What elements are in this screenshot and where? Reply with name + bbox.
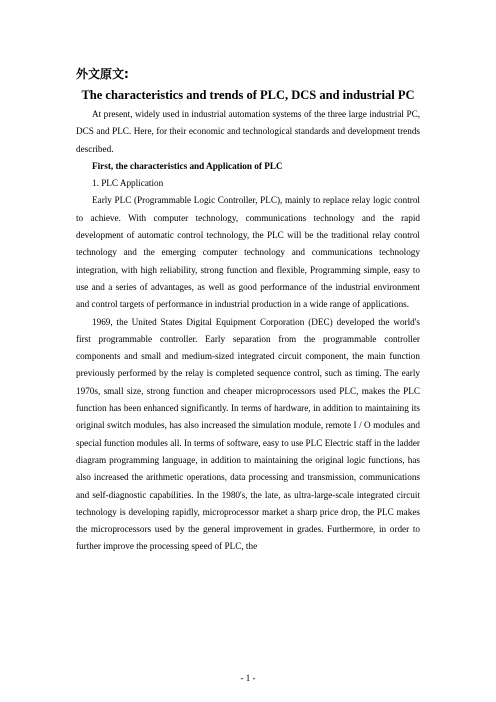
section-heading: First, the characteristics and Application of PLC <box>92 160 283 171</box>
body-paragraph: 1969, the United States Digital Equipment Corporation (DEC) developed the world's first programmable controller. Early separation from the programmable controller components and small and medium-sized integrated circuit component, the main function previously performed by the relay is completed sequence control, such as timing. The early 1970s, small size, strong function and cheaper microprocessors used PLC, makes the PLC function has been enhanced significantly. In terms of hardware, in addition to maintaining its original switch modules, has also increased the simulation module, remote I / O modules and special function modules all. In terms of software, easy to use PLC Electric staff in the ladder diagram programming language, in addition to maintaining the original logic functions, has also increased the arithmetic operations, data processing and transmission, communications and self-diagnostic capabilities. In the 1980's, the late, as ultra-large-scale integrated circuit technology is developing rapidly, microprocessor market a sharp price drop, the PLC makes the microprocessors used by the general improvement in grades. Furthermore, in order to further improve the processing speed of PLC, the <box>76 316 420 552</box>
subsection-heading: 1. PLC Application <box>92 178 164 189</box>
original-text-heading: 外文原文: <box>76 67 129 81</box>
body-paragraph: Early PLC (Programmable Logic Controller, PLC), mainly to replace relay logic control to achieve. With computer technology, communications technology and the rapid development of automatic control technology, the PLC will be the traditional relay control technology and the emerging computer technology and communications technology integration, with high reliability, strong function and flexible, Programming simple, easy to use and a series of advantages, as well as good performance of the industrial environment and control targets of performance in industrial production in a wide range of applications. <box>76 195 420 310</box>
page-number: - 1 - <box>240 673 256 683</box>
document-page <box>76 56 420 556</box>
document-title: The characteristics and trends of PLC, DCS and industrial PC <box>81 88 415 102</box>
intro-paragraph: At present, widely used in industrial automation systems of the three large industrial PC, DCS and PLC. Here, for their economic and technological standards and development trends described. <box>76 109 420 154</box>
